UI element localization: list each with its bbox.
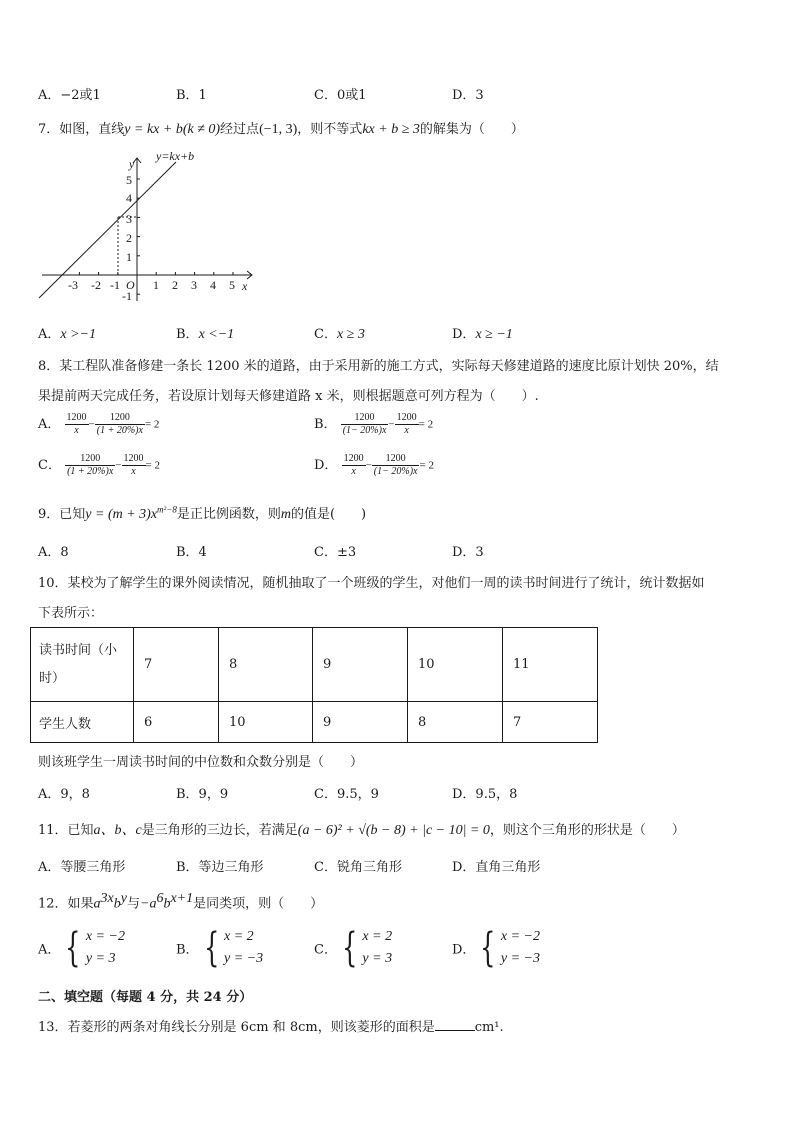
q10-stem-line1: 10．某校为了解学生的课外阅读情况，随机抽取了一个班级的学生，对他们一周的读书时间进行了统计，统计数据如 (38, 576, 705, 591)
y-tick-label: 1 (126, 250, 132, 264)
q9-option-c: C．±3 (314, 545, 357, 560)
y-tick-label: 5 (126, 173, 132, 187)
x-tick-label: 3 (191, 278, 197, 292)
y-tick-label: 4 (126, 191, 132, 205)
q7-option-d: D．x ≥ −1 (452, 327, 513, 342)
x-tick-label: 4 (210, 278, 216, 292)
q8-option-d: D． $\frac{1200}{x}$ − $\frac{1200}{(1- 20\%)x}$ = 2 (314, 453, 434, 477)
q12-option-a: A． { x = −2 y = 3 (38, 925, 125, 971)
x-tick-label: 2 (172, 278, 178, 292)
q8-stem-line2: 果提前两天完成任务，若设原计划每天修建道路 x 米，则根据题意可列方程为（ ）. (38, 389, 539, 404)
q10-question: 则该班学生一周读书时间的中位数和众数分别是（ ） (38, 755, 364, 770)
table-cell: 读书时间（小时） (31, 628, 134, 702)
q11-option-a: A．等腰三角形 (38, 860, 126, 875)
q9-stem: 9．已知$y = (m + 3)x^{m^2-8}$是正比例函数，则m的值是( ) (38, 504, 367, 522)
reading-time-table (30, 627, 598, 743)
y-tick-label: 3 (126, 212, 132, 226)
y-tick-label: -1 (122, 289, 132, 303)
q10-stem-line2: 下表所示： (38, 606, 104, 621)
axis-ticks (79, 179, 233, 294)
table-cell: 11 (503, 628, 598, 702)
table-row (31, 628, 598, 702)
q11-stem: 11．已知a、b、c是三角形的三边长，若满足(a − 6)² + √(b − 8) + |c − 10| = 0，则这个三角形的形状是（ ） (38, 823, 685, 838)
x-tick-label: -1 (110, 278, 120, 292)
q8-option-c: C． $\frac{1200}{(1 + 20\%)x}$ − $\frac{1200}{x}$ = 2 (38, 453, 160, 477)
q12-stem: 12．如果$a^{3x}b^y$与$-a^6b^{x+1}$是同类项，则（ ） (38, 891, 324, 912)
q7-stem: 7．如图，直线y = kx + b(k ≠ 0)经过点(−1, 3)，则不等式kx + b ≥ 3的解集为（ ） (38, 122, 524, 137)
table-cell: 10 (219, 702, 313, 743)
q11-option-b: B．等边三角形 (176, 860, 264, 875)
q6-option-c: C．0或1 (314, 88, 367, 103)
q7-option-c: C．x ≥ 3 (314, 327, 365, 342)
q7-option-b: B．x <−1 (176, 327, 235, 342)
q10-option-c: C．9.5，9 (314, 787, 379, 802)
y-tick-label: 2 (126, 231, 132, 245)
q10-option-d: D．9.5，8 (452, 787, 518, 802)
table-cell: 6 (134, 702, 219, 743)
q8-option-a: A． $\frac{1200}{x}$ − $\frac{1200}{(1 + 20\%)x}$ = 2 (38, 412, 160, 436)
origin-label: O (126, 278, 135, 292)
q6-option-d: D．3 (452, 88, 484, 103)
section-title: 二、填空题（每题 4 分，共 24 分） (38, 990, 253, 1005)
q6-option-a: A．−2或1 (38, 88, 101, 103)
q13-stem: 13．若菱形的两条对角线长分别是 6cm 和 8cm，则该菱形的面积是 cm¹. (38, 1020, 504, 1035)
table-cell: 9 (313, 702, 408, 743)
q7-graph (36, 146, 262, 304)
q10-option-a: A．9，8 (38, 787, 90, 802)
table-cell: 7 (134, 628, 219, 702)
x-tick-label: 1 (153, 278, 159, 292)
q11-option-c: C．锐角三角形 (314, 860, 402, 875)
answer-blank[interactable] (435, 1030, 475, 1031)
x-axis-label: x (242, 279, 248, 293)
q10-option-b: B．9，9 (176, 787, 229, 802)
q11-option-d: D．直角三角形 (452, 860, 541, 875)
table-cell: 学生人数 (31, 702, 134, 743)
q8-option-b: B． $\frac{1200}{(1- 20\%)x}$ − $\frac{1200}{x}$ = 2 (314, 412, 434, 436)
q9-option-d: D．3 (452, 545, 484, 560)
table-cell: 8 (408, 702, 503, 743)
q8-stem-line1: 8．某工程队准备修建一条长 1200 米的道路，由于采用新的施工方式，实际每天修建道路的速度比原计划快 20%，结 (38, 359, 719, 374)
q12-option-d: D． { x = −2 y = −3 (452, 925, 540, 971)
q12-option-c: C． { x = 2 y = 3 (314, 925, 393, 971)
q7-option-a: A．x >−1 (38, 327, 96, 342)
x-tick-label: 5 (229, 278, 235, 292)
q9-option-a: A．8 (38, 545, 69, 560)
q9-option-b: B．4 (176, 545, 207, 560)
x-tick-label: -3 (68, 278, 78, 292)
table-cell: 9 (313, 628, 408, 702)
table-row (31, 702, 598, 743)
x-tick-label: -2 (91, 278, 101, 292)
table-cell: 8 (219, 628, 313, 702)
q12-option-b: B． { x = 2 y = −3 (176, 925, 264, 971)
y-axis-label: y (129, 157, 135, 171)
table-cell: 10 (408, 628, 503, 702)
table-cell: 7 (503, 702, 598, 743)
q6-option-b: B．1 (176, 88, 207, 103)
line-label: y=kx+b (156, 149, 195, 163)
